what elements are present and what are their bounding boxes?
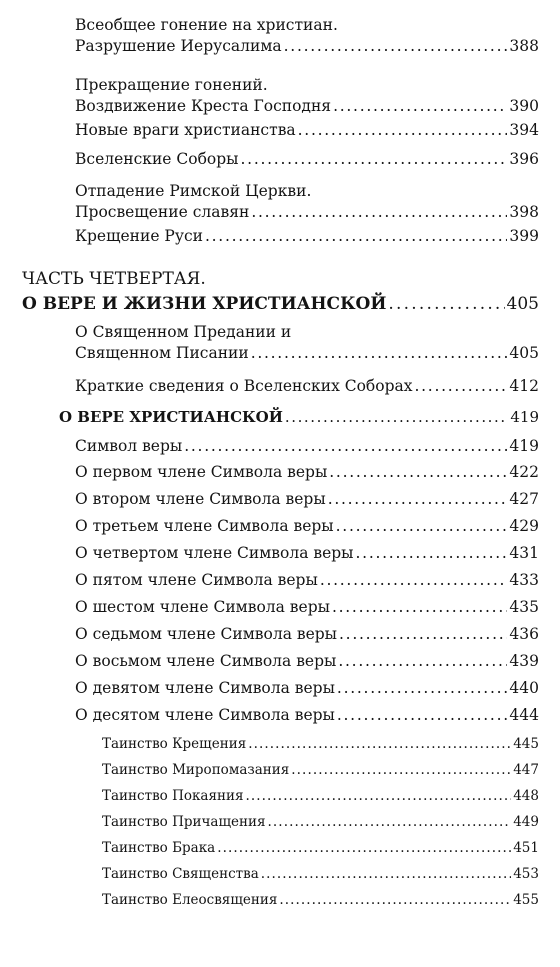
toc-page-number: 429 [509, 517, 539, 535]
toc-subentry[interactable] [102, 864, 539, 885]
toc-entry[interactable] [75, 543, 539, 564]
toc-page-number: 405 [506, 294, 539, 314]
toc-page-number: 453 [513, 866, 539, 882]
toc-page-number: 396 [509, 150, 539, 168]
dot-leader [332, 597, 507, 618]
dot-leader [356, 543, 508, 564]
dot-leader [261, 864, 511, 885]
toc-page-number: 394 [509, 121, 539, 139]
toc-entry-title: О втором члене Символа веры [75, 490, 326, 508]
toc-entry-line1: Отпадение Римской Церкви. [75, 182, 312, 200]
toc-entry[interactable] [75, 462, 539, 483]
dot-leader [241, 149, 508, 170]
dot-leader [251, 202, 507, 223]
dot-leader [339, 624, 507, 645]
toc-entry-line1: О Священном Предании и [75, 323, 292, 341]
dot-leader [291, 760, 511, 781]
toc-entry-title: О девятом члене Символа веры [75, 679, 335, 697]
toc-page-number: 448 [513, 788, 539, 804]
toc-entry-line1: Прекращение гонений. [75, 76, 268, 94]
dot-leader [333, 96, 507, 117]
toc-entry[interactable] [75, 597, 539, 618]
toc-page-number: 390 [509, 97, 539, 115]
toc-entry-title: Краткие сведения о Вселенских Соборах [75, 377, 413, 395]
dot-leader [336, 516, 508, 537]
dot-leader [184, 436, 507, 457]
toc-entry-title: Таинство Крещения [102, 736, 247, 752]
toc-entry[interactable] [75, 376, 539, 397]
dot-leader [246, 786, 512, 807]
part-heading: ЧАСТЬ ЧЕТВЕРТАЯ. [22, 269, 206, 289]
toc-page-number: 440 [509, 679, 539, 697]
toc-page-number: 435 [509, 598, 539, 616]
toc-entry-title: Таинство Елеосвящения [102, 892, 278, 908]
dot-leader [320, 570, 508, 591]
dot-leader [285, 407, 508, 428]
toc-entry[interactable] [75, 705, 539, 726]
toc-page-number: 405 [509, 344, 539, 362]
dot-leader [251, 343, 508, 364]
toc-subentry[interactable] [102, 786, 539, 807]
dot-leader [337, 705, 508, 726]
toc-entry[interactable] [75, 489, 539, 510]
toc-subentry[interactable] [102, 890, 539, 911]
toc-entry[interactable] [75, 651, 539, 672]
toc-entry-title: Воздвижение Креста Господня [75, 97, 332, 115]
toc-page-number: 419 [510, 408, 539, 426]
toc-entry-title: О пятом члене Символа веры [75, 571, 318, 589]
dot-leader [279, 890, 511, 911]
toc-entry-title: Таинство Брака [102, 840, 216, 856]
dot-leader [328, 489, 508, 510]
toc-entry-title: О четвертом члене Символа веры [75, 544, 354, 562]
toc-entry-title: Таинство Причащения [102, 814, 266, 830]
dot-leader [268, 812, 512, 833]
toc-entry-title: О восьмом члене Символа веры [75, 652, 337, 670]
dot-leader [388, 294, 504, 315]
toc-entry-title: О десятом члене Символа веры [75, 706, 335, 724]
toc-entry[interactable] [75, 181, 539, 223]
toc-entry[interactable] [75, 678, 539, 699]
toc-page-number: 433 [509, 571, 539, 589]
toc-page-number: 419 [509, 437, 539, 455]
toc-page-number: 436 [509, 625, 539, 643]
toc-entry[interactable] [75, 226, 539, 247]
toc-section[interactable] [59, 407, 539, 428]
toc-page-number: 445 [513, 736, 539, 752]
toc-entry-title: Новые враги христианства [75, 121, 296, 139]
toc-subentry[interactable] [102, 734, 539, 755]
toc-entry-title: О первом члене Символа веры [75, 463, 328, 481]
toc-entry[interactable] [75, 15, 539, 57]
toc-entry-title: Таинство Священства [102, 866, 259, 882]
toc-subentry[interactable] [102, 838, 539, 859]
dot-leader [337, 678, 507, 699]
toc-page-number: 444 [509, 706, 539, 724]
toc-entry[interactable] [75, 516, 539, 537]
toc-subentry[interactable] [102, 760, 539, 781]
dot-leader [298, 120, 508, 141]
toc-page-number: 422 [509, 463, 539, 481]
toc-page-number: 447 [513, 762, 539, 778]
toc-subentry[interactable] [102, 812, 539, 833]
toc-part-title[interactable] [22, 294, 539, 315]
dot-leader [284, 36, 508, 57]
toc-entry-title: О шестом члене Символа веры [75, 598, 330, 616]
toc-entry-title: О третьем члене Символа веры [75, 517, 334, 535]
toc-entry-title: Крещение Руси [75, 227, 203, 245]
dot-leader [338, 651, 507, 672]
dot-leader [248, 734, 511, 755]
toc-entry[interactable] [75, 322, 539, 364]
dot-leader [217, 838, 511, 859]
toc-page-number: 439 [509, 652, 539, 670]
toc-entry-title: Священном Писании [75, 344, 249, 362]
toc-entry[interactable] [75, 75, 539, 117]
toc-entry-title: О ВЕРЕ И ЖИЗНИ ХРИСТИАНСКОЙ [22, 294, 387, 314]
toc-entry-title: Символ веры [75, 437, 183, 455]
toc-entry[interactable] [75, 624, 539, 645]
toc-page-number: 427 [509, 490, 539, 508]
toc-page-number: 398 [509, 203, 539, 221]
toc-entry-title: Таинство Покаяния [102, 788, 244, 804]
toc-page-number: 455 [513, 892, 539, 908]
toc-entry[interactable] [75, 570, 539, 591]
toc-entry-title: Разрушение Иерусалима [75, 37, 282, 55]
toc-page-number: 431 [509, 544, 539, 562]
toc-page-number: 449 [513, 814, 539, 830]
dot-leader [329, 462, 507, 483]
toc-page-number: 388 [509, 37, 539, 55]
toc-page-number: 451 [513, 840, 539, 856]
toc-entry[interactable] [75, 149, 539, 170]
toc-entry[interactable] [75, 120, 539, 141]
toc-entry-line1: Всеобщее гонение на христиан. [75, 16, 338, 34]
toc-entry-title: Вселенские Соборы [75, 150, 239, 168]
toc-page-number: 412 [509, 377, 539, 395]
toc-entry[interactable] [75, 436, 539, 457]
dot-leader [415, 376, 508, 397]
toc-entry-title: Просвещение славян [75, 203, 250, 221]
dot-leader [205, 226, 507, 247]
toc-entry-title: О ВЕРЕ ХРИСТИАНСКОЙ [59, 408, 283, 426]
toc-entry-title: О седьмом члене Символа веры [75, 625, 338, 643]
toc-entry-title: Таинство Миропомазания [102, 762, 290, 778]
toc-page-number: 399 [509, 227, 539, 245]
